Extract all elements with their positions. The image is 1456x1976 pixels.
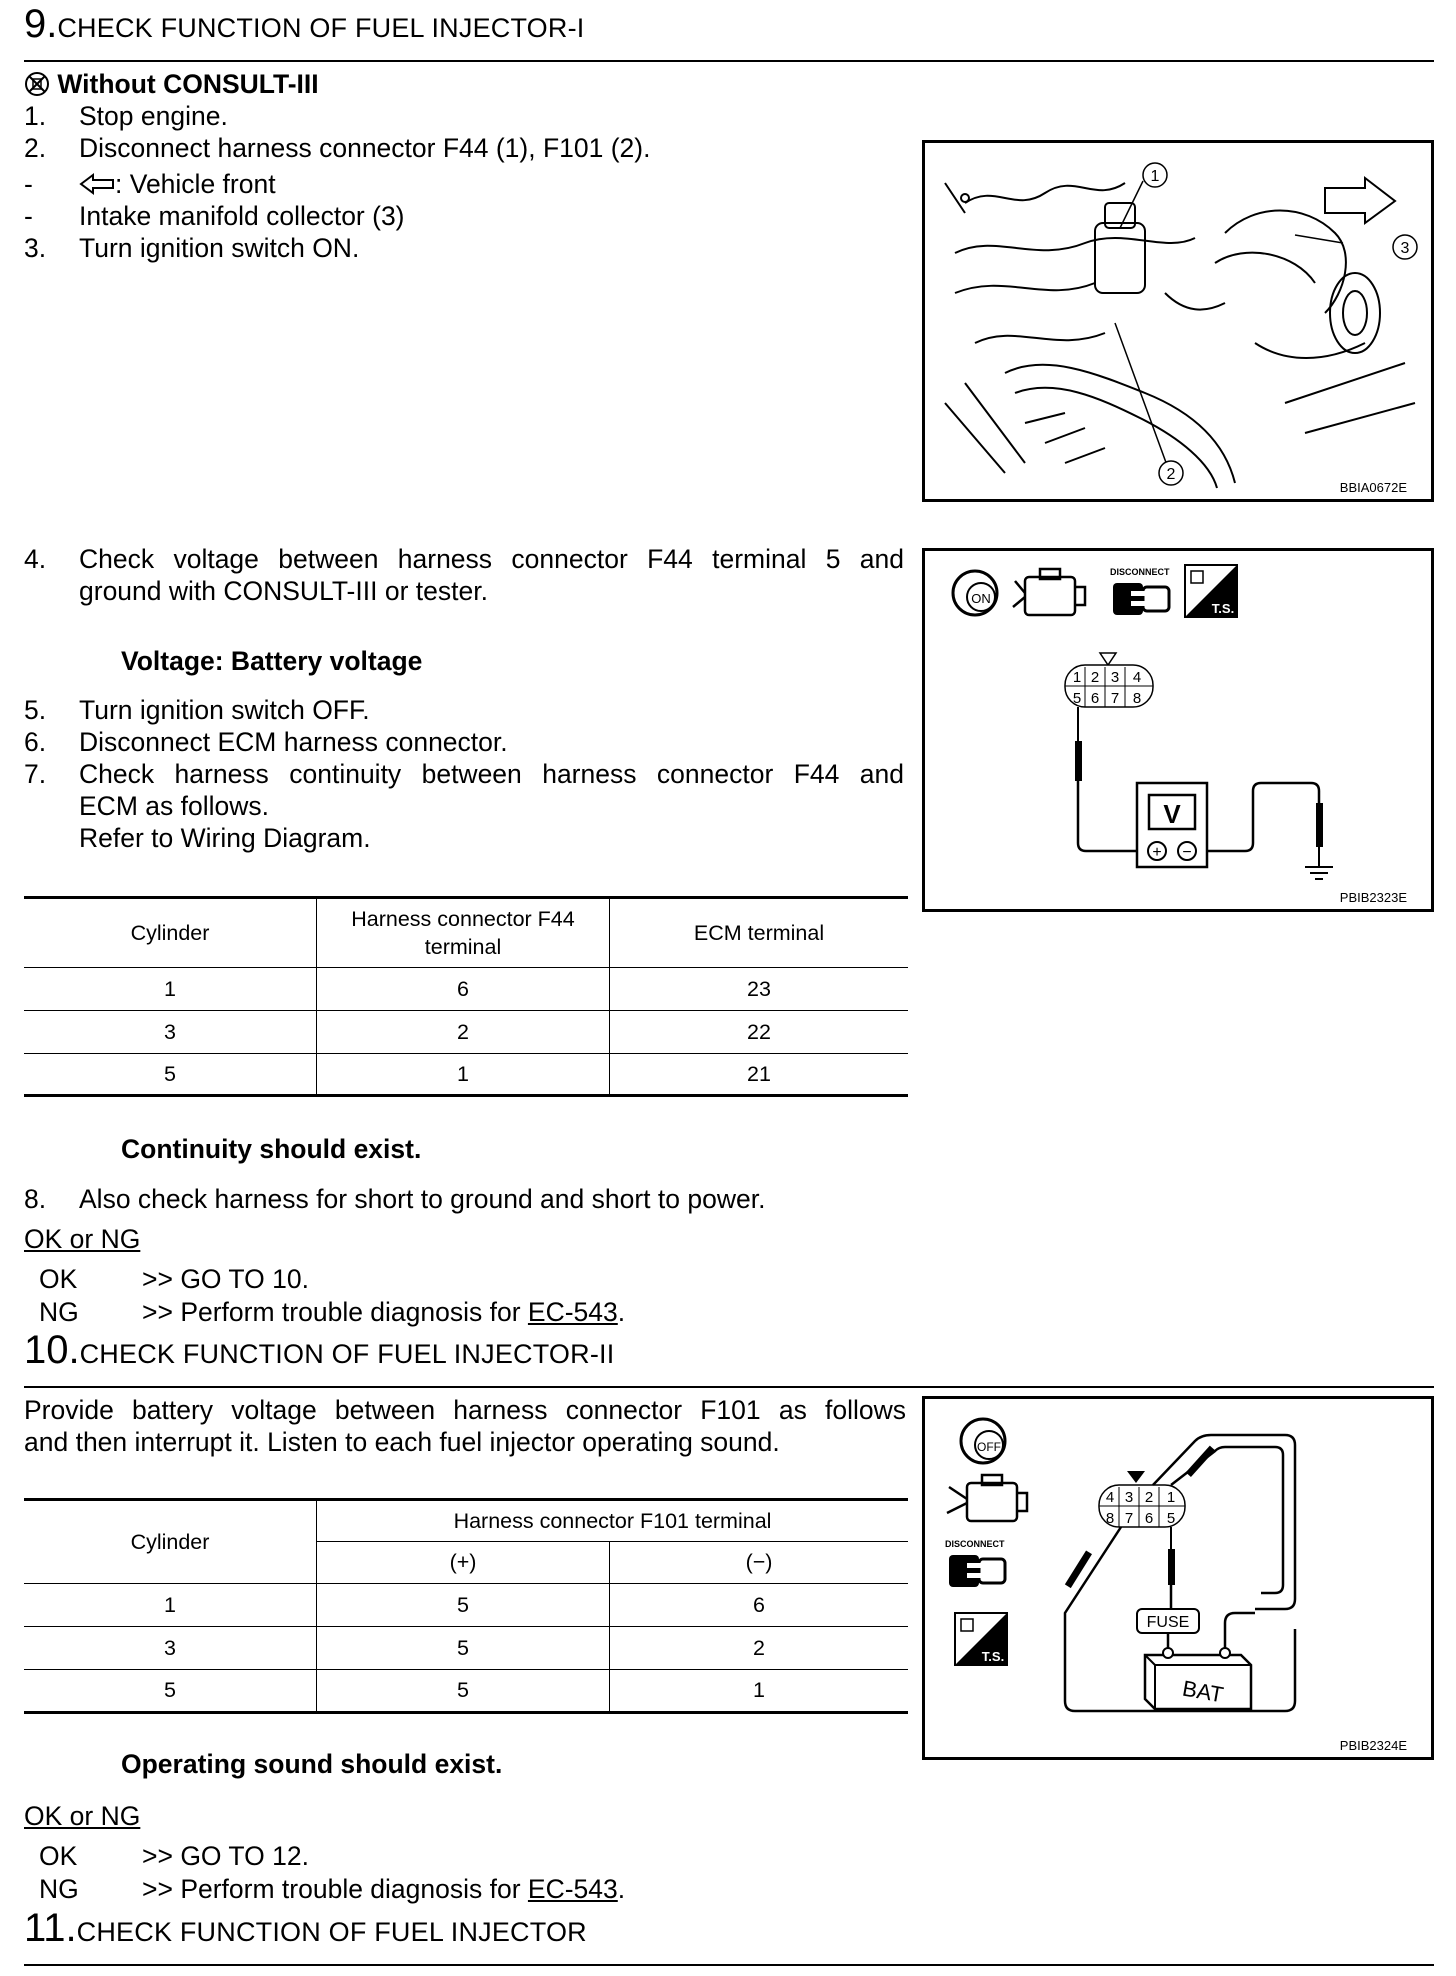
ok-or-ng-label: OK or NG bbox=[24, 1224, 141, 1254]
col-f44-terminal-header: Harness connector F44 terminal bbox=[317, 898, 610, 968]
svg-text:4: 4 bbox=[1105, 1489, 1115, 1506]
svg-text:1: 1 bbox=[1072, 669, 1082, 686]
svg-text:7: 7 bbox=[1124, 1510, 1134, 1527]
step-7-line-3: Refer to Wiring Diagram. bbox=[79, 823, 371, 853]
ground-icon bbox=[1305, 847, 1333, 879]
svg-text:8: 8 bbox=[1132, 690, 1142, 707]
section-10-intro: Provide battery voltage between harness connector F101 as follows bbox=[24, 1395, 906, 1425]
svg-text:2: 2 bbox=[1166, 466, 1176, 483]
operating-sound-table bbox=[24, 1498, 908, 1714]
disconnect-label: DISCONNECT bbox=[1110, 567, 1170, 577]
engine-icon bbox=[947, 1475, 1027, 1521]
without-consult-subhead bbox=[24, 68, 319, 100]
callout-1 bbox=[1143, 163, 1167, 187]
table-row: 5 5 1 bbox=[24, 1670, 908, 1713]
subhead-text: Without CONSULT-III bbox=[57, 69, 319, 99]
disconnect-icon bbox=[1113, 583, 1169, 615]
svg-text:6: 6 bbox=[1090, 690, 1100, 707]
ok-or-ng-label: OK or NG bbox=[24, 1801, 141, 1831]
section-11-header bbox=[24, 1908, 1434, 1966]
voltmeter bbox=[1137, 783, 1207, 867]
callout-2 bbox=[1159, 461, 1183, 485]
section-10-header bbox=[24, 1330, 1434, 1388]
svg-text:3: 3 bbox=[1110, 669, 1120, 686]
step-7-line-2: ECM as follows. bbox=[79, 791, 269, 821]
col-f101-terminal-header: Harness connector F101 terminal bbox=[317, 1500, 909, 1542]
svg-text:V: V bbox=[1163, 799, 1181, 829]
col-ecm-terminal-header: ECM terminal bbox=[610, 898, 909, 968]
svg-text:6: 6 bbox=[1144, 1510, 1154, 1527]
voltage-spec: Voltage: Battery voltage bbox=[121, 646, 423, 676]
figure-code: PBIB2324E bbox=[1339, 1738, 1407, 1753]
table-row: 3 5 2 bbox=[24, 1627, 908, 1670]
connector-f44 bbox=[1065, 653, 1153, 707]
section-number: 11. bbox=[24, 1906, 77, 1950]
table-row: 1 6 23 bbox=[24, 968, 908, 1011]
ignition-on-icon bbox=[953, 571, 997, 615]
tester-ts-icon bbox=[955, 1613, 1007, 1665]
engine-icon bbox=[1013, 569, 1085, 615]
svg-text:2: 2 bbox=[1144, 1489, 1154, 1506]
svg-text:1: 1 bbox=[1166, 1489, 1176, 1506]
figure-code: BBIA0672E bbox=[1339, 480, 1407, 495]
svg-text:5: 5 bbox=[1166, 1510, 1176, 1527]
svg-text:5: 5 bbox=[1072, 690, 1082, 707]
step-4-line-2: ground with CONSULT-III or tester. bbox=[79, 576, 488, 606]
continuity-spec: Continuity should exist. bbox=[121, 1134, 422, 1164]
svg-text:ON: ON bbox=[971, 591, 991, 606]
ec-543-link[interactable]: EC-543 bbox=[527, 1874, 618, 1904]
section-title: CHECK FUNCTION OF FUEL INJECTOR bbox=[76, 1917, 587, 1947]
col-minus-header: (−) bbox=[610, 1542, 909, 1584]
col-cylinder-header: Cylinder bbox=[24, 898, 317, 968]
section-number: 10. bbox=[24, 1328, 80, 1372]
battery-icon bbox=[1145, 1648, 1251, 1709]
engine-line-drawing bbox=[925, 143, 1431, 499]
figure-engine-connectors bbox=[922, 140, 1434, 502]
table-row: 3 2 22 bbox=[24, 1011, 908, 1054]
figure-battery-injector bbox=[922, 1396, 1434, 1760]
table-row: 5 1 21 bbox=[24, 1054, 908, 1096]
svg-text:2: 2 bbox=[1090, 669, 1100, 686]
fuse-icon bbox=[1137, 1609, 1199, 1633]
disconnect-icon bbox=[949, 1555, 1005, 1587]
section-9-header bbox=[24, 4, 1434, 62]
svg-text:−: − bbox=[1182, 844, 1192, 861]
col-cylinder-header: Cylinder bbox=[24, 1500, 317, 1584]
arrow-left-icon bbox=[79, 173, 115, 195]
svg-text:+: + bbox=[1152, 844, 1162, 861]
no-consult-icon bbox=[24, 71, 50, 97]
svg-text:7: 7 bbox=[1110, 690, 1120, 707]
tester-ts-icon bbox=[1185, 565, 1237, 617]
svg-text:OFF: OFF bbox=[977, 1440, 1001, 1454]
disconnect-label: DISCONNECT bbox=[945, 1539, 1005, 1549]
svg-text:T.S.: T.S. bbox=[981, 1649, 1005, 1664]
ignition-off-icon bbox=[961, 1419, 1005, 1463]
svg-text:T.S.: T.S. bbox=[1211, 601, 1235, 616]
continuity-table bbox=[24, 896, 908, 1097]
svg-text:3: 3 bbox=[1400, 240, 1410, 257]
svg-text:1: 1 bbox=[1150, 168, 1160, 185]
svg-text:8: 8 bbox=[1105, 1510, 1115, 1527]
figure-code: PBIB2323E bbox=[1339, 890, 1407, 905]
svg-text:BAT: BAT bbox=[1180, 1675, 1226, 1708]
section-10-intro-line-2: and then interrupt it. Listen to each fuel injector operating sound. bbox=[24, 1427, 780, 1457]
figure-voltage-check bbox=[922, 548, 1434, 912]
callout-3 bbox=[1393, 235, 1417, 259]
section-title: CHECK FUNCTION OF FUEL INJECTOR-I bbox=[57, 13, 585, 43]
col-plus-header: (+) bbox=[317, 1542, 610, 1584]
section-title: CHECK FUNCTION OF FUEL INJECTOR-II bbox=[79, 1339, 615, 1369]
svg-text:3: 3 bbox=[1124, 1489, 1134, 1506]
table-row: 1 5 6 bbox=[24, 1584, 908, 1627]
svg-text:FUSE: FUSE bbox=[1146, 1614, 1190, 1631]
connector-f101 bbox=[1099, 1471, 1185, 1527]
ec-543-link[interactable]: EC-543 bbox=[527, 1297, 618, 1327]
operating-sound-spec: Operating sound should exist. bbox=[121, 1749, 503, 1779]
svg-text:4: 4 bbox=[1132, 669, 1142, 686]
section-number: 9. bbox=[24, 2, 58, 46]
